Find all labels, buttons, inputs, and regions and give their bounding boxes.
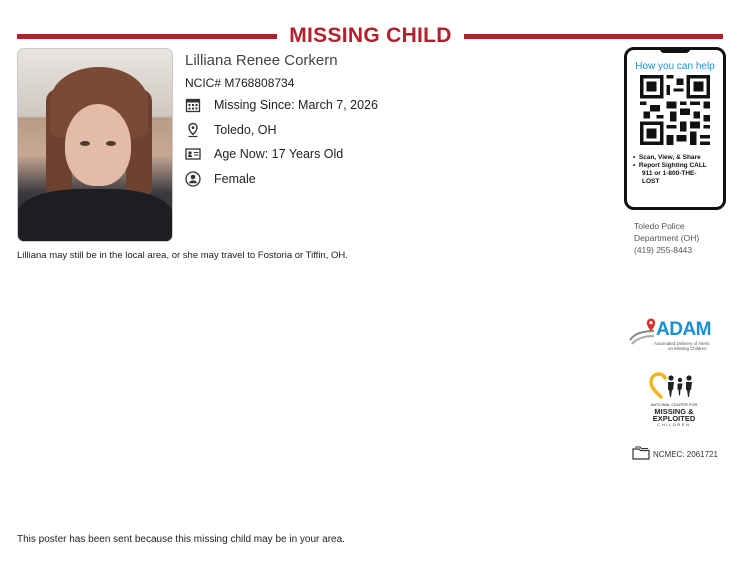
ncmec-case-number: NCMEC: 2061721	[653, 450, 718, 459]
ncmec-line4: CHILDREN	[657, 422, 691, 427]
ncic-number: NCIC# M768808734	[185, 76, 295, 90]
missing-since-row	[185, 96, 378, 114]
qr-code[interactable]	[640, 75, 710, 145]
help-bullet-phone-2: LOST	[642, 178, 660, 185]
folder-icon	[632, 446, 650, 460]
help-bullet-report: Report Sighting CALL	[638, 162, 707, 169]
missing-since-text: Missing Since: March 7, 2026	[214, 98, 378, 112]
ncmec-family-icon	[649, 370, 699, 400]
agency-phone[interactable]: (419) 255-8443	[634, 245, 693, 255]
sex-row	[185, 170, 256, 188]
person-icon	[185, 171, 201, 187]
sex-text: Female	[214, 172, 256, 186]
age-row	[185, 145, 344, 163]
calendar-icon	[185, 97, 201, 113]
id-card-icon	[185, 146, 201, 162]
ncmec-line3: EXPLOITED	[652, 414, 696, 423]
child-name: Lilliana Renee Corkern	[185, 52, 338, 69]
adam-tagline-1: Automated Delivery of Alerts	[654, 341, 710, 346]
adam-pin-icon	[646, 318, 656, 332]
age-text: Age Now: 17 Years Old	[214, 147, 344, 161]
child-photo	[17, 48, 173, 242]
adam-logo	[628, 318, 720, 354]
help-title: How you can help	[635, 61, 715, 72]
header-rule-right	[464, 34, 723, 39]
help-card[interactable]: How you can help • Scan, View, & Share • Report Sighting CALL 911 or 1-800-THE- LOST	[624, 47, 726, 210]
location-pin-icon	[185, 122, 201, 138]
agency-name-line2: Department (OH)	[634, 233, 700, 243]
poster-footer: This poster has been sent because this missing child may be in your area.	[17, 534, 345, 545]
adam-wordmark: ADAM	[656, 319, 711, 340]
agency-name-line1: Toledo Police	[634, 221, 685, 231]
ncmec-line1: NATIONAL CENTER FOR	[650, 402, 698, 407]
ncmec-logo	[646, 370, 702, 428]
poster-title: MISSING CHILD	[289, 24, 452, 47]
adam-tagline-2: on Missing Children	[668, 346, 707, 351]
ncmec-line2: MISSING &	[654, 407, 694, 416]
help-bullet-phone-1: 911 or 1-800-THE-	[642, 170, 697, 177]
child-description: Lilliana may still be in the local area, or she may travel to Fostoria or Tiffin, OH.	[17, 250, 348, 261]
location-row	[185, 121, 277, 139]
location-text: Toledo, OH	[214, 123, 277, 137]
help-bullet-share: Scan, View, & Share	[638, 154, 701, 161]
